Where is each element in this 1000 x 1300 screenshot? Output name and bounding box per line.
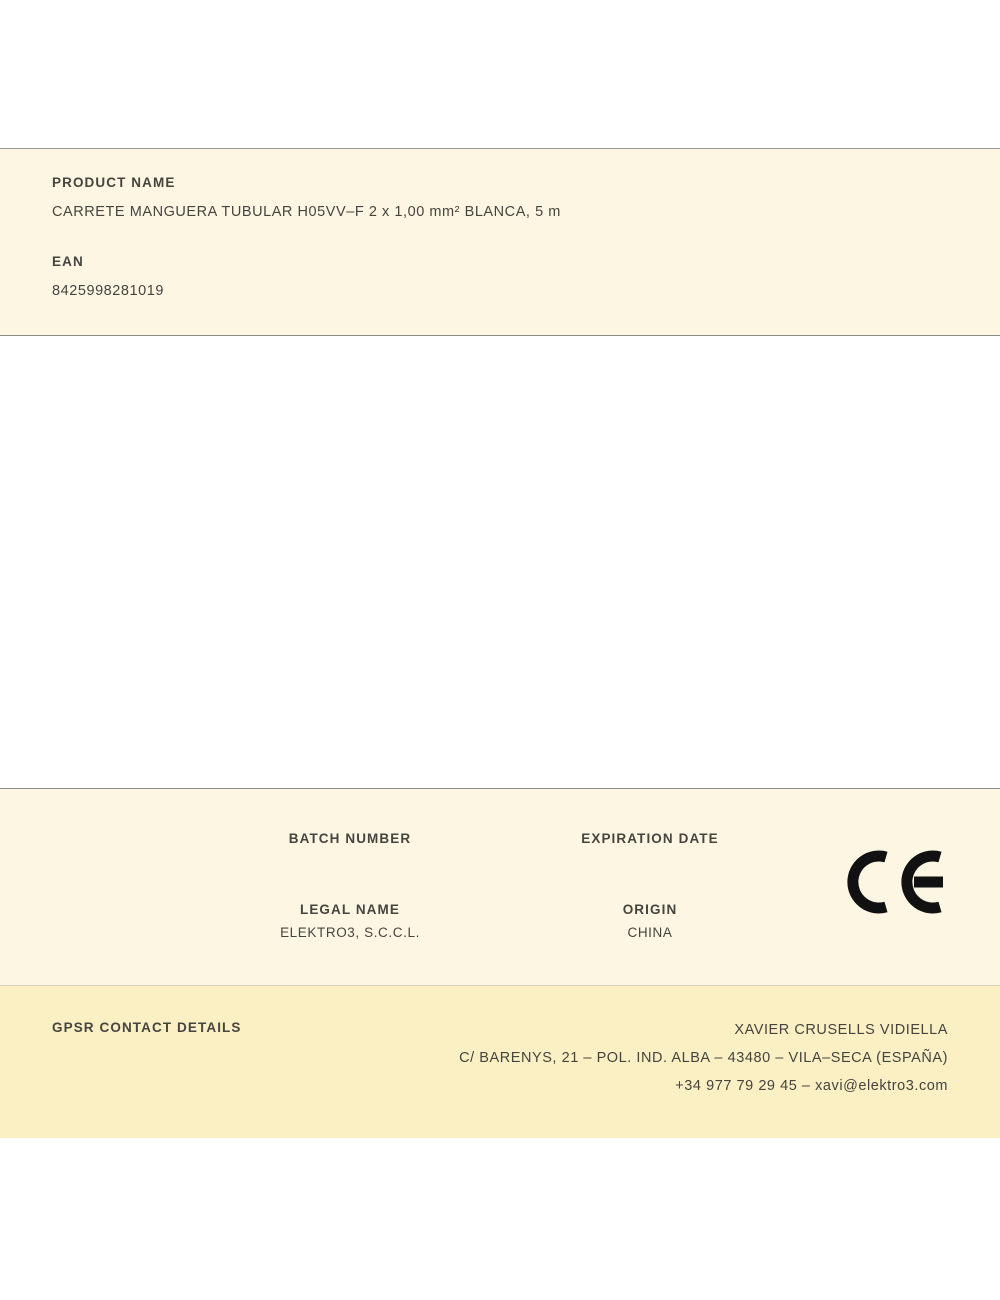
ce-mark-icon bbox=[844, 847, 944, 917]
origin-label: ORIGIN bbox=[622, 902, 678, 917]
product-name-label: PRODUCT NAME bbox=[52, 175, 176, 190]
product-header-section bbox=[0, 148, 1000, 336]
gpsr-contact-phone-email: +34 977 79 29 45 – xavi@elektro3.com bbox=[675, 1078, 948, 1094]
origin-value: CHINA bbox=[627, 925, 673, 940]
info-section bbox=[0, 788, 1000, 986]
gpsr-section bbox=[0, 986, 1000, 1138]
expiration-date-cell bbox=[500, 831, 800, 870]
legal-name-cell bbox=[200, 902, 500, 941]
field-spacer bbox=[52, 220, 948, 254]
row2-left-spacer bbox=[0, 902, 200, 941]
product-name-value: CARRETE MANGUERA TUBULAR H05VV–F 2 x 1,00 mm² BLANCA, 5 m bbox=[52, 204, 561, 220]
bottom-whitespace bbox=[0, 1138, 1000, 1298]
gpsr-contact-name: XAVIER CRUSELLS VIDIELLA bbox=[734, 1022, 948, 1038]
origin-cell bbox=[500, 902, 800, 941]
batch-number-cell bbox=[200, 831, 500, 870]
ean-label: EAN bbox=[52, 254, 84, 269]
blank-body-area bbox=[0, 336, 1000, 788]
gpsr-contact-label: GPSR CONTACT DETAILS bbox=[52, 1020, 242, 1035]
row-left-spacer bbox=[0, 831, 200, 870]
ean-value: 8425998281019 bbox=[52, 283, 164, 299]
batch-number-value bbox=[200, 854, 500, 870]
top-whitespace bbox=[0, 0, 1000, 148]
legal-name-label: LEGAL NAME bbox=[299, 902, 400, 917]
batch-number-label: BATCH NUMBER bbox=[288, 831, 412, 846]
gpsr-contact-address: C/ BARENYS, 21 – POL. IND. ALBA – 43480 – VILA–SECA (ESPAÑA) bbox=[459, 1050, 948, 1066]
expiration-date-value bbox=[500, 854, 800, 870]
legal-name-value: ELEKTRO3, S.C.C.L. bbox=[280, 925, 420, 940]
expiration-date-label: EXPIRATION DATE bbox=[581, 831, 719, 846]
